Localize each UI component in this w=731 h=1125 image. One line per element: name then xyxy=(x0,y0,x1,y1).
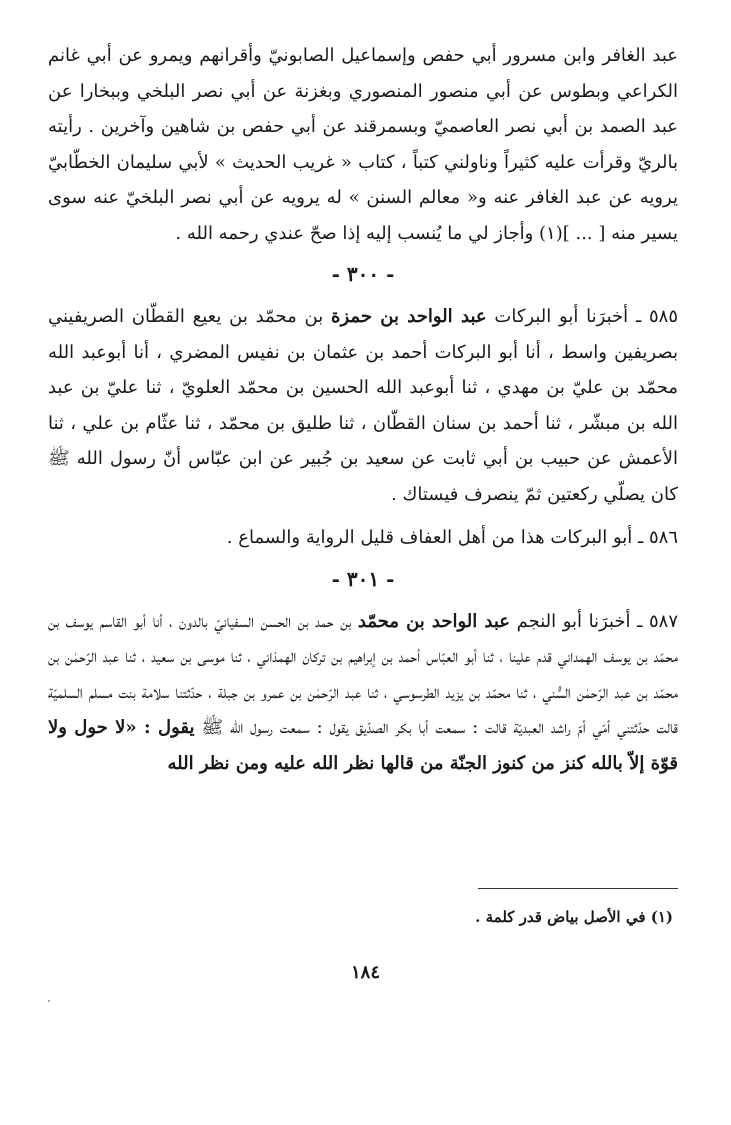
footnote-rule xyxy=(478,888,678,889)
text-line: رأيته بالريّ وقرأت عليه كثيراً وناولني كتباً ، كتاب « غريب الحديث » لأبي سليمان xyxy=(48,116,678,173)
text-line: القطّان الصريفيني بصريفين واسط ، أنا أبو البركات أحمد بن عثمان بن نفيس xyxy=(48,306,678,363)
text-line: السفيانيّ بالدون ، أنا أبو القاسم يوسف بن محمّد بن يوسف الهمداني قدم علينا ، xyxy=(48,610,678,667)
text-line: يقول : «لا حول ولا قوّة إلاّ بالله كنز من كنوز الجنّة من قالها نظر الله عليه ومن نظر الله xyxy=(48,717,678,774)
text-line: ثنا أبو العبّاس أحمد بن إبراهيم بن تركان الهمذاني ، ثنا موسى بن سعيد ، ثنا xyxy=(125,646,494,667)
text-line: أمّي أمّ راشد العبديّة قالت : سمعت أبا بكر الصدّيق يقول : سمعت رسول الله ﷺ xyxy=(201,717,611,738)
text-line: عنه سوى يسير منه [ ... ](١) وأجاز لي ما يُنسب إليه إذا صحّ عندي رحمه الله . xyxy=(48,187,678,244)
text-line: فيستاك . xyxy=(391,483,459,505)
text-line: سعيد بن جُبير عن ابن عبّاس أنّ رسول الله ﷺ كان يصلّي ركعتين ثمّ ينصرف xyxy=(48,448,678,505)
text-line: عبد الغافر وابن مسرور أبي حفص وإسماعيل الصابونيّ وأقرانهم ويمرو عن أبي غانم xyxy=(48,45,678,66)
text-line: محمّد العلويّ ، ثنا عليّ بن عبد الله بن مبشّر ، ثنا أحمد بن سنان القطّان ، ثنا xyxy=(48,377,678,434)
section-number-301: - ٣٠١ - xyxy=(331,566,395,591)
footnote: (١) في الأصل بياض قدر كلمة . xyxy=(475,908,673,926)
paragraph-continuation xyxy=(48,38,678,251)
entry-intro: أخبرَنا أبو البركات xyxy=(494,306,629,327)
entry-587 xyxy=(48,604,678,782)
text-line: المضري ، أنا أبوعبد الله محمّد بن عليّ بن مهدي ، ثنا أبوعبد الله الحسين بن xyxy=(48,341,678,398)
scan-speck xyxy=(48,1000,50,1002)
entry-number: ٥٨٧ ـ xyxy=(637,610,678,632)
text-line: بن حمد بن الحسن xyxy=(260,610,352,632)
section-number-300: - ٣٠٠ - xyxy=(331,262,395,286)
entry-585 xyxy=(48,299,678,512)
text-line: الخطّابيّ يرويه عن عبد الغافر عنه و« معالم السنن » له يرويه عن أبي نصر البلخيّ xyxy=(48,151,678,208)
entry-number: ٥٨٥ ـ xyxy=(635,306,679,327)
text-line: طليق بن محمّد ، ثنا عثّام بن علي ، ثنا الأعمش عن حبيب بن أبي ثابت عن xyxy=(48,412,678,469)
text-line: الكراعي وبطوس عن أبي منصور المنصوري وبغزنة عن أبي نصر البلخي وببخارا عن xyxy=(48,80,678,102)
entry-586: ٥٨٦ ـ أبو البركات هذا من أهل العفاف قليل الرواية والسماع . xyxy=(226,527,678,548)
text-line: بن محمّد بن يعيع xyxy=(192,306,324,327)
entry-intro: أخبرَنا أبو النجم xyxy=(516,610,631,632)
page-number: ١٨٤ xyxy=(350,962,380,983)
entry-name: عبد الواحد بن محمّد xyxy=(357,610,511,632)
entry-name: عبد الواحد بن حمزة xyxy=(331,306,487,327)
text-line: عبد الرّحمٰن بن عمرو بن جبلة ، حدّثتنا سلامة بنت مسلم السلميّة قالت حدّثتني xyxy=(48,681,678,738)
text-line: عبد الصمد بن أبي نصر العاصميّ وبسمرقند عن أبي حفص بن شاهين وآخرين . xyxy=(88,116,678,137)
document-page xyxy=(48,38,678,781)
text-line: عبد الرّحمٰن بن محمّد بن عبد الرّحمٰن السُّني ، ثنا محمّد بن يزيد الطرسوسي ، ثنا xyxy=(48,646,678,703)
